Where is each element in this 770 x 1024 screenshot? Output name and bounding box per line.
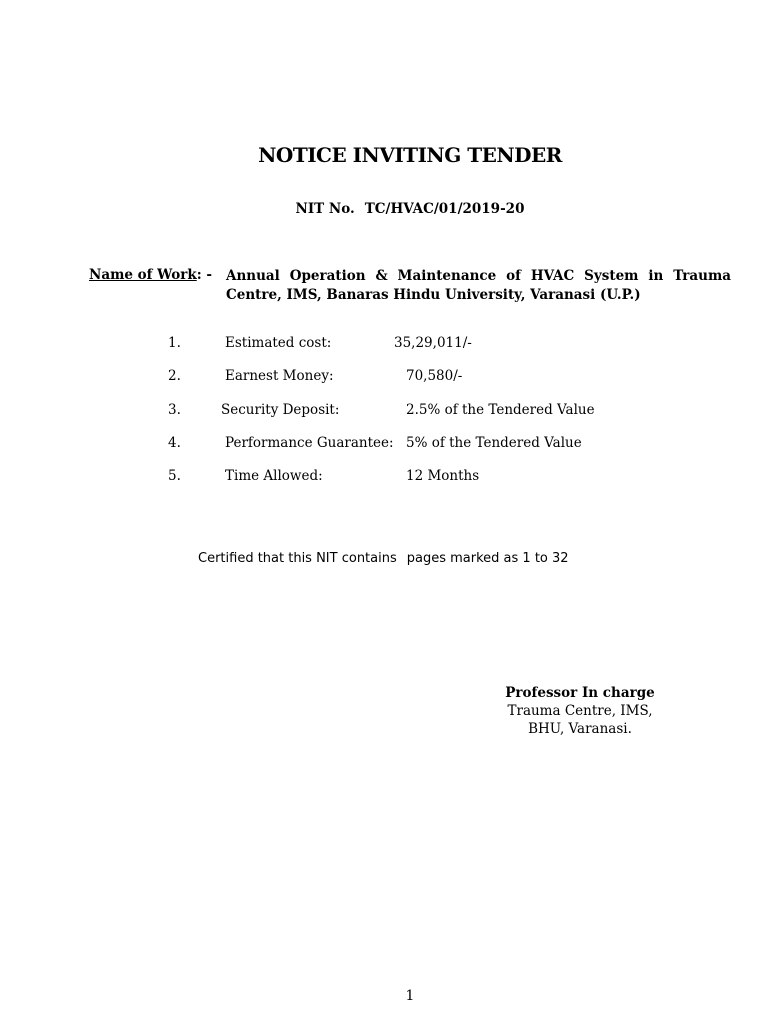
- item-value: 35,29,011/-: [394, 335, 472, 351]
- signatory-designation: Professor In charge: [505, 685, 655, 701]
- item-row-estimated-cost: [0, 335, 770, 355]
- certification-statement: [198, 551, 569, 566]
- name-of-work-separator: : -: [196, 267, 213, 283]
- item-number: 5.: [168, 468, 181, 484]
- item-number: 1.: [168, 335, 181, 351]
- item-label: Time Allowed:: [225, 468, 323, 484]
- page-number: 1: [405, 988, 415, 1004]
- item-number: 2.: [168, 368, 181, 384]
- item-number: 3.: [168, 402, 181, 418]
- item-value: 5% of the Tendered Value: [406, 435, 582, 451]
- item-row-time-allowed: [0, 468, 770, 488]
- item-row-earnest-money: [0, 368, 770, 388]
- nit-label: NIT No.: [295, 201, 355, 217]
- name-of-work-description: Annual Operation & Maintenance of HVAC System in Trauma Centre, IMS, Banaras Hindu University, Varanasi (U.P.): [226, 268, 731, 303]
- name-of-work-heading: Name of Work: [89, 267, 197, 283]
- item-value: 12 Months: [406, 468, 480, 484]
- signatory-line-2: BHU, Varanasi.: [528, 721, 632, 737]
- nit-number: TC/HVAC/01/2019-20: [364, 201, 525, 217]
- item-label: Security Deposit:: [221, 402, 340, 418]
- item-label: Performance Guarantee:: [225, 435, 394, 451]
- item-label: Earnest Money:: [225, 368, 334, 384]
- nit-number-line: [0, 201, 770, 217]
- certification-suffix: pages marked as 1 to 32: [406, 551, 569, 566]
- certification-prefix: Certified that this NIT contains: [198, 551, 397, 566]
- signatory-line-1: Trauma Centre, IMS,: [507, 703, 653, 719]
- document-title: NOTICE INVITING TENDER: [258, 143, 562, 167]
- item-number: 4.: [168, 435, 181, 451]
- name-of-work-label: [89, 267, 212, 283]
- item-value: 2.5% of the Tendered Value: [406, 402, 595, 418]
- item-value: 70,580/-: [406, 368, 463, 384]
- item-row-security-deposit: [0, 402, 770, 422]
- item-label: Estimated cost:: [225, 335, 332, 351]
- signatory-block: [505, 684, 655, 738]
- item-row-performance-guarantee: [0, 435, 770, 455]
